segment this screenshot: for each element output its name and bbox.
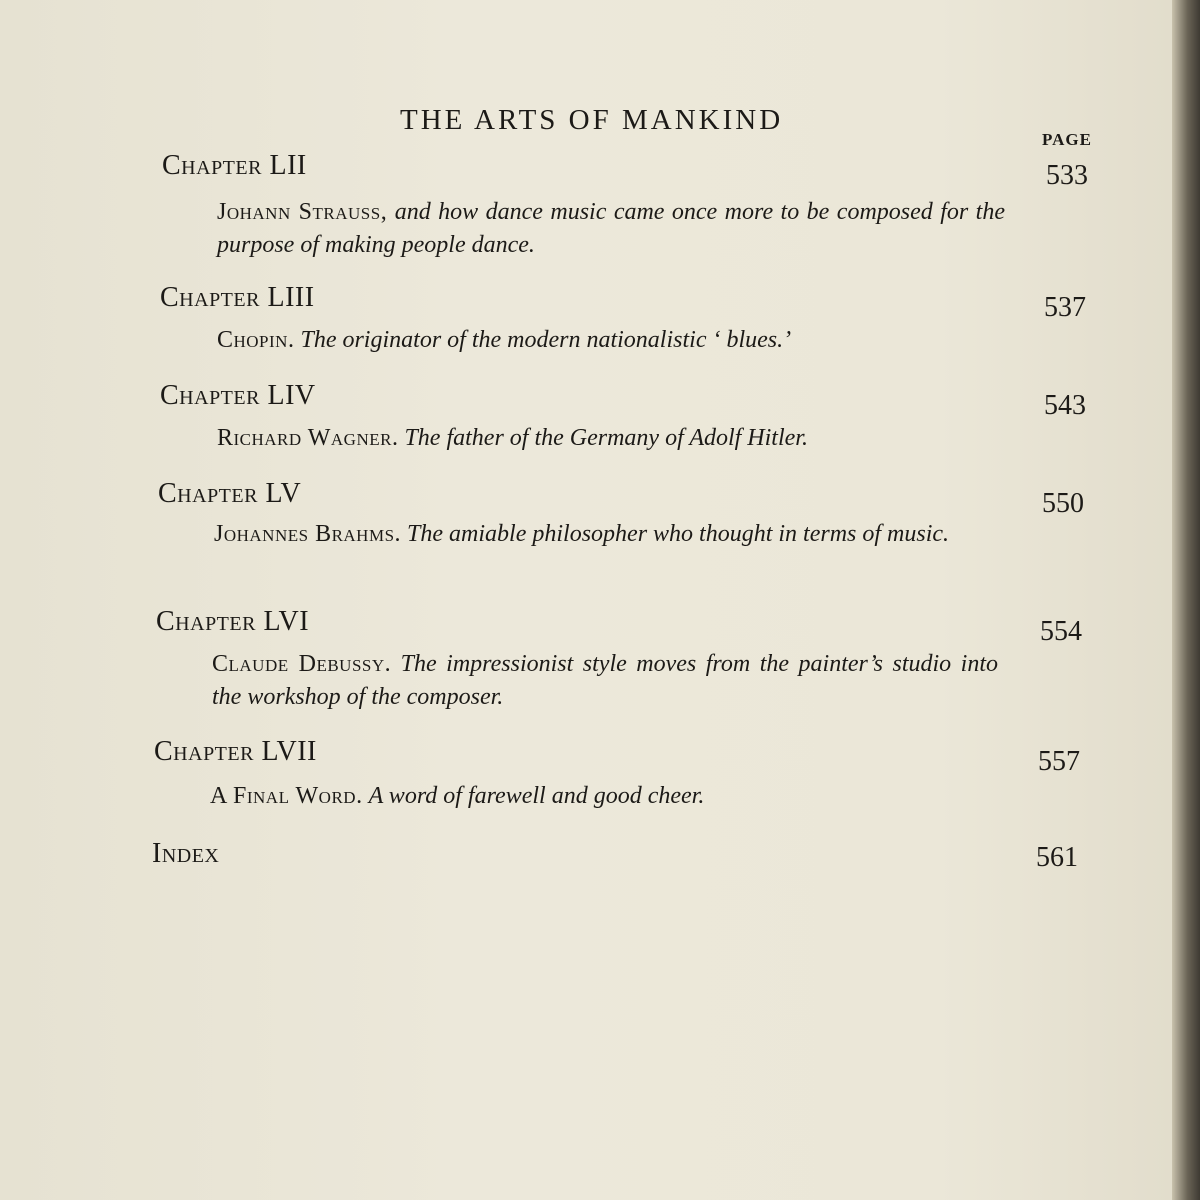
chapter-summary: The impressionist style moves from the painter’s studio into the workshop of the composer.	[212, 651, 999, 710]
chapter-heading: Chapter LV	[158, 478, 302, 509]
page-number: 533	[1046, 160, 1088, 191]
page-number: 550	[1042, 488, 1084, 519]
page-column-label: PAGE	[1042, 130, 1092, 149]
running-head: THE ARTS OF MANKIND	[400, 104, 784, 136]
chapter-heading: Chapter LIV	[160, 380, 316, 411]
chapter-subject: Richard Wagner.	[217, 425, 399, 451]
chapter-heading: Chapter LIII	[160, 282, 315, 313]
chapter-summary: The amiable philosopher who thought in terms of music.	[407, 521, 950, 547]
page-number: 557	[1038, 746, 1080, 777]
page-edge-shadow	[1172, 0, 1200, 1200]
chapter-description	[217, 422, 1017, 455]
page-number: 554	[1040, 616, 1082, 647]
chapter-summary: and how dance music came once more to be composed for the purpose of making people dance.	[217, 199, 1006, 258]
chapter-description	[210, 780, 1010, 813]
chapter-summary: A word of farewell and good cheer.	[368, 783, 705, 809]
chapter-summary: The originator of the modern nationalistic ‘ blues.’	[300, 327, 792, 353]
chapter-description	[214, 518, 998, 551]
chapter-subject: Claude Debussy.	[212, 651, 392, 677]
chapter-heading: Chapter LII	[162, 150, 307, 181]
chapter-heading: Chapter LVI	[156, 606, 310, 637]
chapter-subject: Chopin.	[217, 327, 295, 353]
chapter-subject: Johann Strauss,	[217, 199, 388, 225]
chapter-subject: A Final Word.	[210, 783, 363, 809]
chapter-description	[217, 196, 1005, 262]
chapter-heading: Chapter LVII	[154, 736, 317, 767]
chapter-summary: The father of the Germany of Adolf Hitler.	[404, 425, 808, 451]
chapter-description	[217, 324, 1017, 357]
index-heading: Index	[152, 838, 220, 869]
page-number: 543	[1044, 390, 1086, 421]
chapter-description	[212, 648, 998, 714]
chapter-subject: Johannes Brahms.	[214, 521, 402, 547]
page-number: 537	[1044, 292, 1086, 323]
page-number: 561	[1036, 842, 1078, 873]
